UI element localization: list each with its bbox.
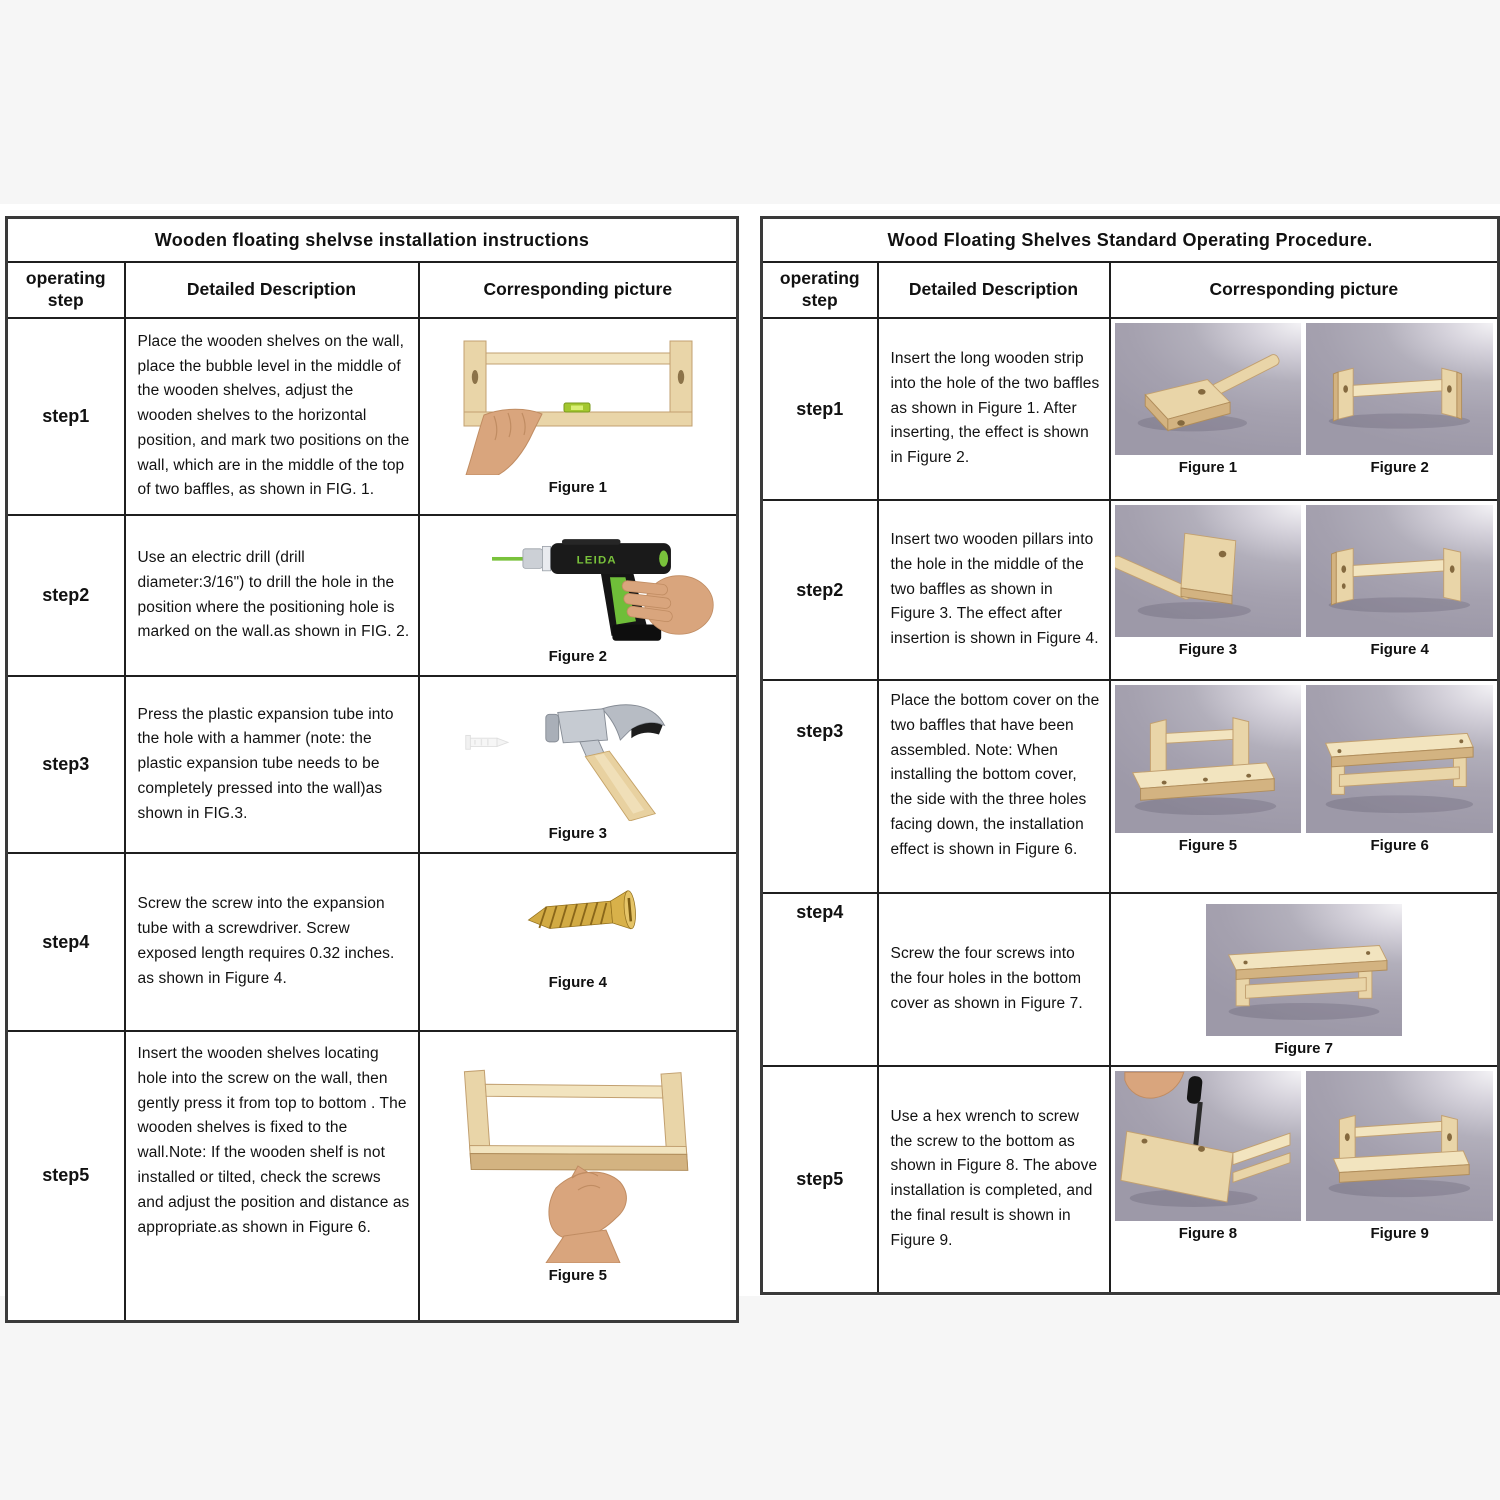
left-instruction-table [5,216,739,1323]
figure-3-photo [1115,505,1302,637]
figure-caption: Figure 6 [1370,837,1429,854]
left-step2-label: step2 [7,515,125,676]
left-header-corresponding-picture: Corresponding picture [419,262,738,318]
left-step1-label: step1 [7,318,125,515]
figure-2-photo [1306,323,1493,455]
svg-text:LEIDA: LEIDA [576,554,617,567]
figure-7-photo [1206,904,1402,1036]
right-step3-description: Place the bottom cover on the two baffles that have been assembled. Note: When installing the bottom cover, the side with the three holes facing down, the installation effect is shown in Figure 6. [878,680,1110,893]
left-step4-picture-cell [419,853,738,1031]
right-step3-label: step3 [762,680,878,893]
figure-caption: Figure 5 [1178,837,1238,854]
left-step1-picture-cell [419,318,738,515]
left-step3-label: step3 [7,676,125,853]
right-header-detailed-description: Detailed Description [878,262,1110,318]
right-step4-label: step4 [762,893,878,1066]
electric-drill-illustration [426,522,731,644]
right-step5-description: Use a hex wrench to screw the screw to the bottom as shown in Figure 8. The above installation is completed, and the final result is shown in Figure 9. [878,1066,1110,1293]
hammer-and-anchor-illustration [426,683,731,821]
right-step3-picture-cell [1110,680,1499,893]
left-step2-description: Use an electric drill (drill diameter:3/16") to drill the hole in the position where the positioning hole is marked on the wall.as shown in FIG. 2. [125,515,419,676]
figure-caption: Figure 7 [1274,1040,1333,1057]
right-step5-label: step5 [762,1066,878,1293]
figure-caption: Figure 2 [1370,459,1429,476]
left-header-detailed-description: Detailed Description [125,262,419,318]
figure-caption: Figure 4 [1370,641,1429,658]
right-header-operating-step: operating step [762,262,878,318]
figure-caption: Figure 1 [1178,459,1238,476]
figure-caption: Figure 2 [548,648,607,665]
right-instruction-table [760,216,1500,1295]
right-step1-label: step1 [762,318,878,500]
figure-caption: Figure 8 [1178,1225,1238,1242]
figure-caption: Figure 4 [548,974,607,991]
figure-caption: Figure 1 [548,479,607,496]
shelf-with-bubble-level-illustration [426,325,731,475]
figure-6-photo [1306,685,1493,833]
left-table-title: Wooden floating shelvse installation instructions [7,218,738,263]
left-header-operating-step: operating step [7,262,125,318]
figure-1-photo [1115,323,1302,455]
right-step1-description: Insert the long wooden strip into the hole of the two baffles as shown in Figure 1. After inserting, the effect is shown in Figure 2. [878,318,1110,500]
gold-screw-illustration [426,860,731,970]
right-step5-picture-cell [1110,1066,1499,1293]
figure-8-photo [1115,1071,1302,1221]
right-step1-picture-cell [1110,318,1499,500]
figure-caption: Figure 3 [548,825,607,842]
figure-caption: Figure 5 [548,1267,607,1284]
left-step1-description: Place the wooden shelves on the wall, place the bubble level in the middle of the wooden shelves, adjust the wooden shelves to the horizontal position, and mark two positions on the wall, which are in the middle of the top of two baffles, as shown in FIG. 1. [125,318,419,515]
left-step5-label: step5 [7,1031,125,1321]
right-step2-label: step2 [762,500,878,680]
right-step2-picture-cell [1110,500,1499,680]
left-step5-description: Insert the wooden shelves locating hole into the screw on the wall, then gently press it from top to bottom . The wooden shelves is fixed to the wall.Note: If the wooden shelf is not installed or tilted, check the screws and adjust the position and distance as appropriate.as shown in Figure 6. [125,1031,419,1321]
right-step2-description: Insert two wooden pillars into the hole in the middle of the two baffles as shown in Figure 3. The effect after insertion is shown in Figure 4. [878,500,1110,680]
left-step2-picture-cell [419,515,738,676]
figure-5-photo [1115,685,1302,833]
left-step4-description: Screw the screw into the expansion tube with a screwdriver. Screw exposed length requires 0.32 inches. as shown in Figure 4. [125,853,419,1031]
figure-4-photo [1306,505,1493,637]
figure-9-photo [1306,1071,1493,1221]
left-step4-label: step4 [7,853,125,1031]
figure-caption: Figure 9 [1370,1225,1429,1242]
shelf-held-by-hand-illustration [426,1038,731,1263]
right-step4-description: Screw the four screws into the four holes in the bottom cover as shown in Figure 7. [878,893,1110,1066]
left-step3-description: Press the plastic expansion tube into the hole with a hammer (note: the plastic expansion tube needs to be completely pressed into the wall)as shown in FIG.3. [125,676,419,853]
right-header-corresponding-picture: Corresponding picture [1110,262,1499,318]
right-step4-picture-cell [1110,893,1499,1066]
left-step3-picture-cell [419,676,738,853]
left-step5-picture-cell [419,1031,738,1321]
figure-caption: Figure 3 [1178,641,1238,658]
right-table-title: Wood Floating Shelves Standard Operating Procedure. [762,218,1499,263]
